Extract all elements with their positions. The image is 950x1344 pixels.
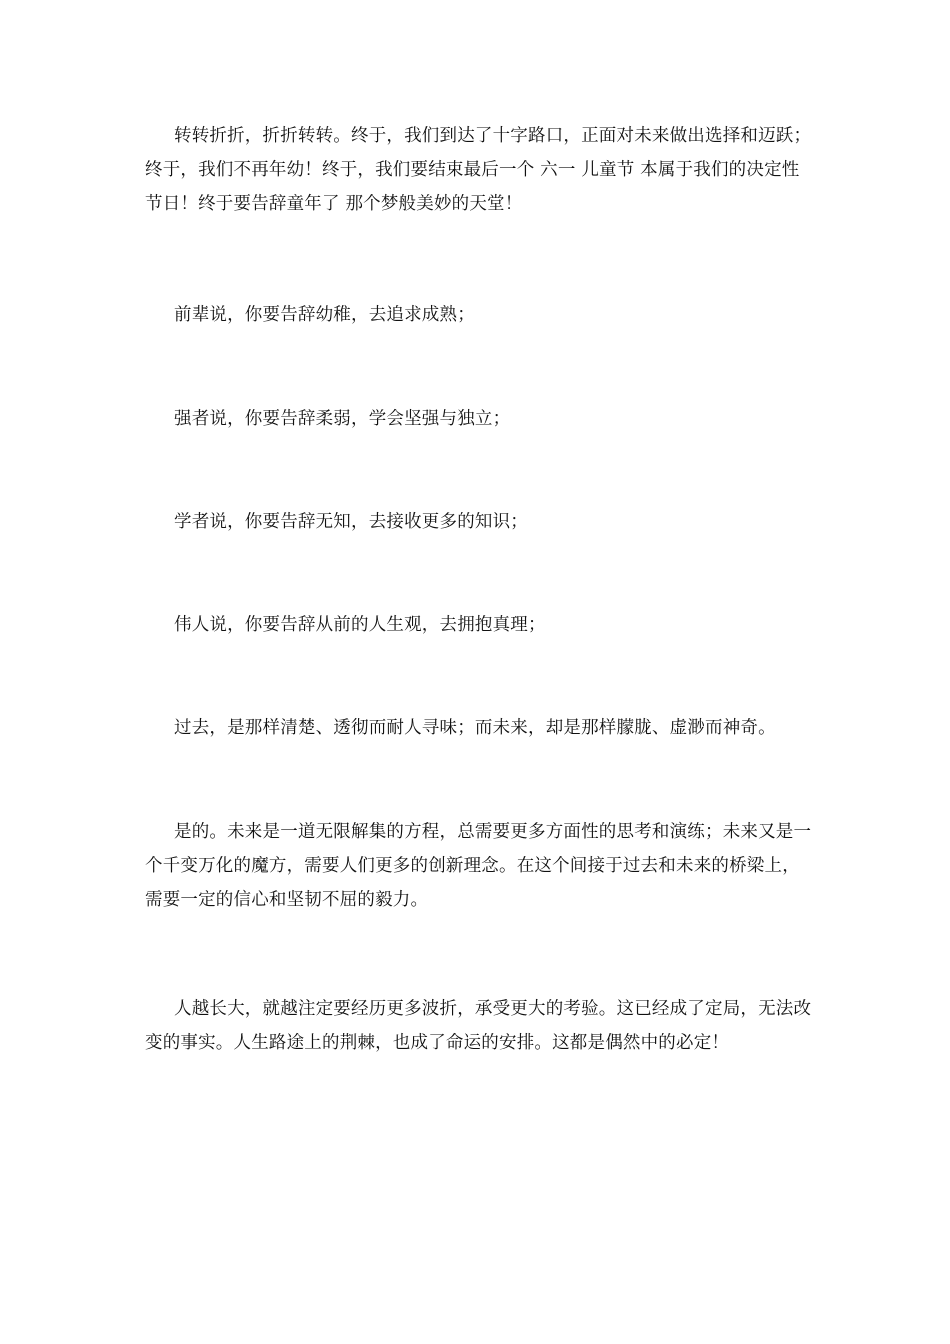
paragraph-8: 人越长大，就越注定要经历更多波折，承受更大的考验。这已经成了定局，无法改变的事实。人生路途上的荆棘，也成了命运的安排。这都是偶然中的必定！ [145, 999, 812, 1053]
paragraph-2: 前辈说，你要告辞幼稚，去追求成熟； [174, 305, 475, 325]
paragraph-5: 伟人说，你要告辞从前的人生观，去拥抱真理； [174, 615, 546, 635]
paragraph-7: 是的。未来是一道无限解集的方程，总需要更多方面性的思考和演练；未来又是一个千变万化的魔方，需要人们更多的创新理念。在这个间接于过去和未来的桥梁上，需要一定的信心和坚韧不屈的毅力。 [145, 822, 812, 910]
paragraph-4: 学者说，你要告辞无知，去接收更多的知识； [174, 512, 528, 532]
paragraph-6: 过去，是那样清楚、透彻而耐人寻味；而未来，却是那样朦胧、虚渺而神奇。 [174, 718, 776, 738]
paragraph-3: 强者说，你要告辞柔弱，学会坚强与独立； [174, 409, 511, 429]
paragraph-1: 转转折折，折折转转。终于，我们到达了十字路口，正面对未来做出选择和迈跃；终于，我们不再年幼！终于，我们要结束最后一个 六一 儿童节 本属于我们的决定性节日！终于要告辞童年了 那个梦般美妙的天堂！ [145, 126, 812, 214]
